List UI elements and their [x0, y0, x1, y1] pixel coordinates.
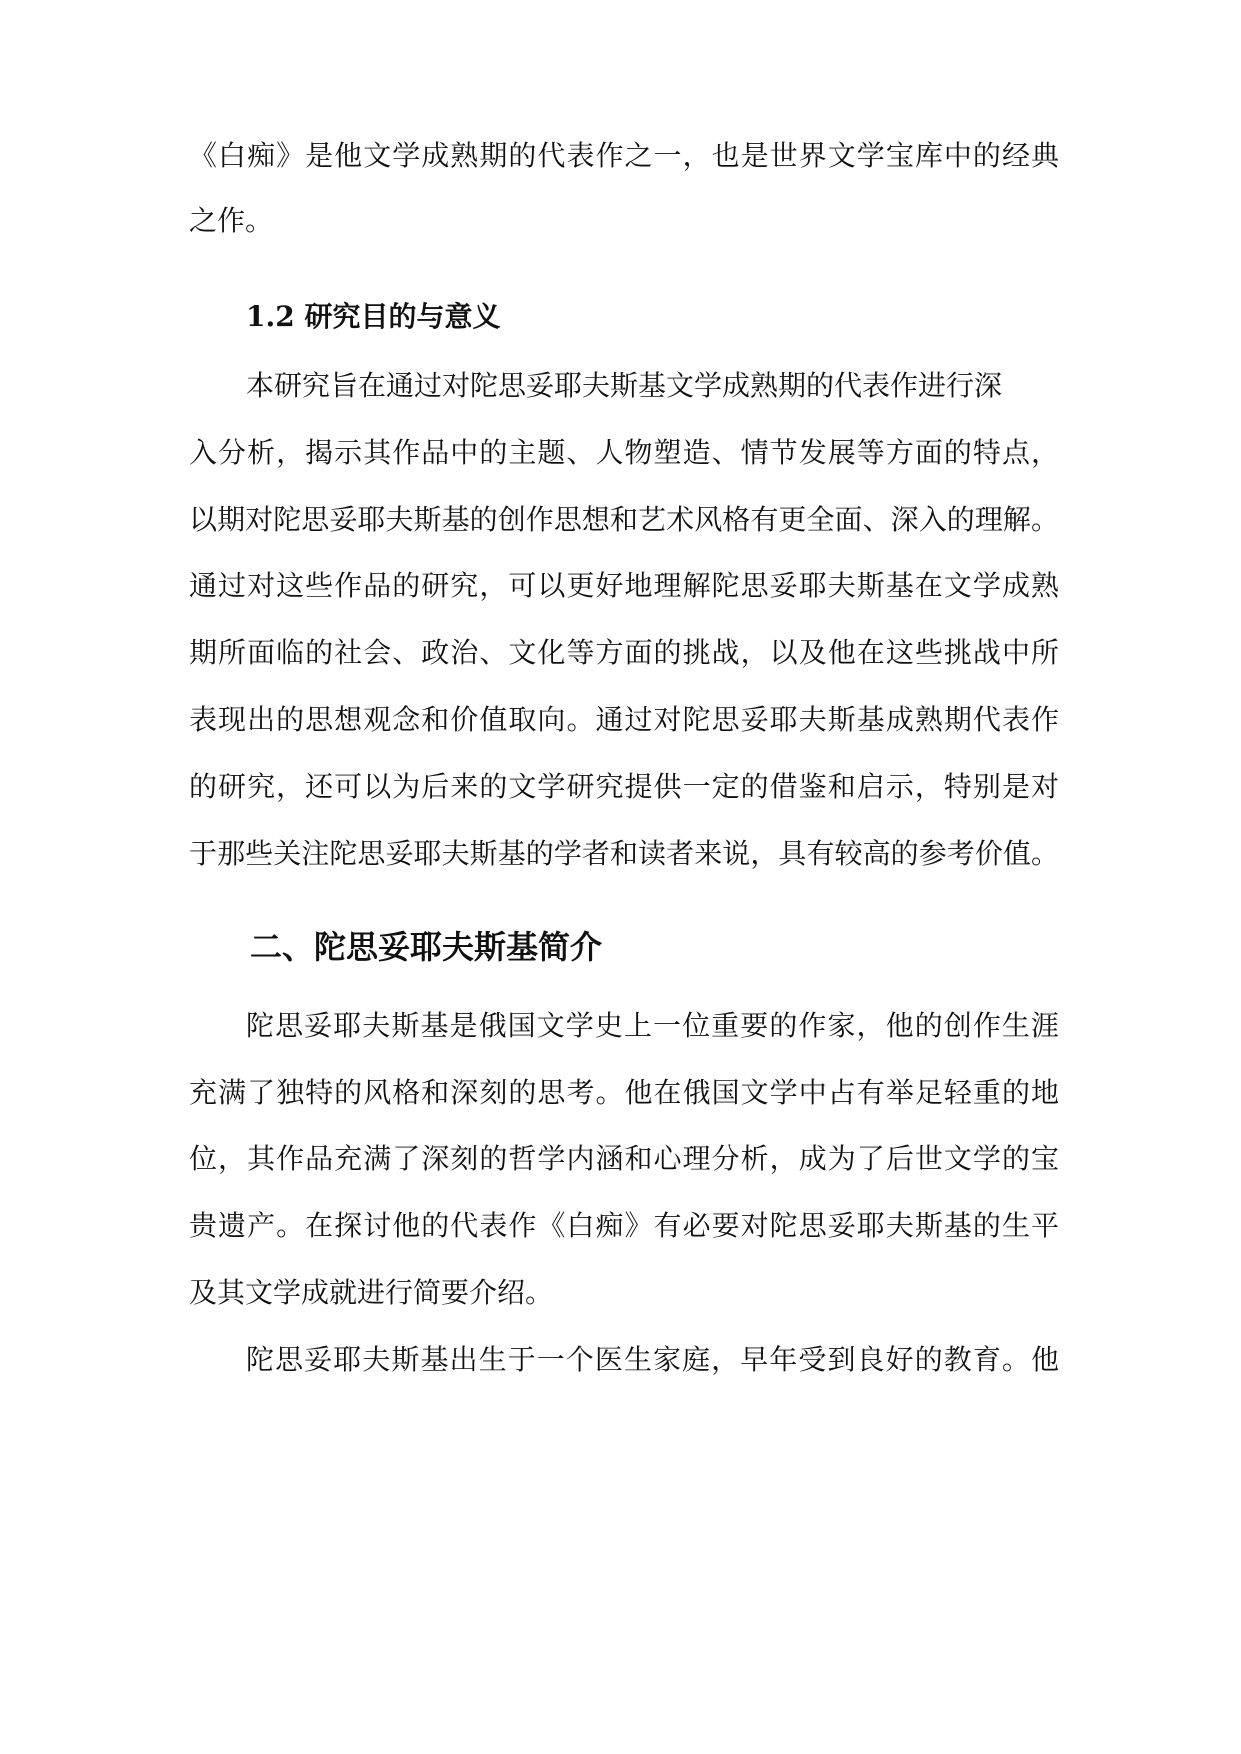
- body-text-line: 表现出的思想观念和价值取向。通过对陀思妥耶夫斯基成熟期代表作: [189, 703, 1059, 736]
- body-text-line: 通过对这些作品的研究，可以更好地理解陀思妥耶夫斯基在文学成熟: [189, 569, 1059, 602]
- body-text-line: 以期对陀思妥耶夫斯基的创作思想和艺术风格有更全面、深入的理解。: [189, 503, 1059, 536]
- body-text-line: 陀思妥耶夫斯基是俄国文学史上一位重要的作家，他的创作生涯: [246, 1009, 1059, 1042]
- body-text-line: 贵遗产。在探讨他的代表作《白痴》有必要对陀思妥耶夫斯基的生平: [189, 1209, 1059, 1242]
- chapter-heading-2: 二、陀思妥耶夫斯基简介: [250, 928, 603, 966]
- body-text-line: 位，其作品充满了深刻的哲学内涵和心理分析，成为了后世文学的宝: [189, 1142, 1059, 1175]
- body-text-line: 之作。: [189, 204, 274, 237]
- body-text-line: 的研究，还可以为后来的文学研究提供一定的借鉴和启示，特别是对: [189, 770, 1059, 803]
- body-text-line: 《白痴》是他文学成熟期的代表作之一，也是世界文学宝库中的经典: [189, 139, 1059, 172]
- section-heading-1-2: 1.2 研究目的与意义: [246, 300, 501, 333]
- body-text-line: 充满了独特的风格和深刻的思考。他在俄国文学中占有举足轻重的地: [189, 1076, 1059, 1109]
- body-text-line: 于那些关注陀思妥耶夫斯基的学者和读者来说，具有较高的参考价值。: [189, 837, 1059, 870]
- body-text-line: 期所面临的社会、政治、文化等方面的挑战，以及他在这些挑战中所: [189, 636, 1059, 669]
- body-text-line: 入分析，揭示其作品中的主题、人物塑造、情节发展等方面的特点，: [189, 436, 1059, 469]
- body-text-line: 陀思妥耶夫斯基出生于一个医生家庭，早年受到良好的教育。他: [246, 1343, 1059, 1376]
- body-text-line: 及其文学成就进行简要介绍。: [189, 1276, 554, 1309]
- body-text-line: 本研究旨在通过对陀思妥耶夫斯基文学成熟期的代表作进行深: [246, 369, 1003, 402]
